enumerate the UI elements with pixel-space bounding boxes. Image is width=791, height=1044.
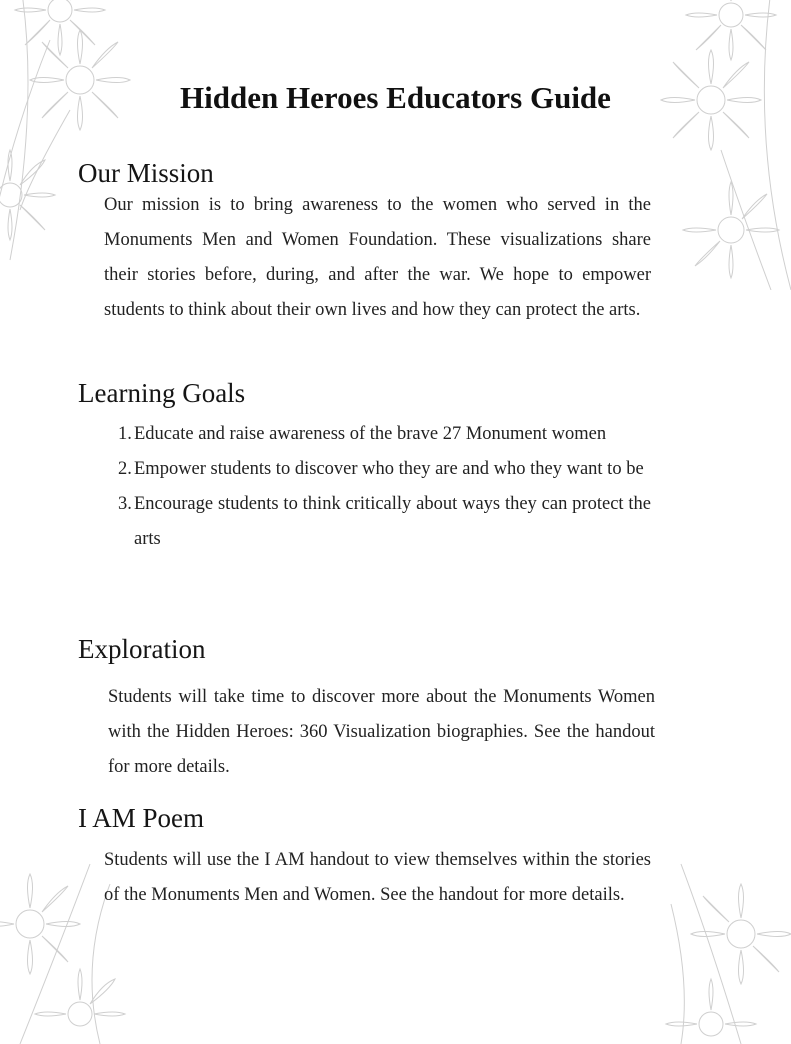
mission-paragraph: Our mission is to bring awareness to the women who served in the Monuments Men and Women Foundation. These visualizations share their stories before, during, and after the war. We hope to empower students to think about their own lives and how they can protect the arts. (104, 195, 651, 320)
daisy-illustration-bottom-right-icon (651, 844, 791, 1044)
section-heading-exploration: Exploration (78, 634, 206, 664)
i-am-poem-paragraph: Students will use the I AM handout to view themselves within the stories of the Monuments Men and Women. See the handout for more details. (104, 850, 651, 905)
learning-goals-list (118, 417, 651, 557)
list-item: 2. Empower students to discover who they are and who they want to be (118, 459, 644, 479)
section-heading-i-am-poem: I AM Poem (78, 803, 205, 833)
list-item: 3. Encourage students to think critically about ways they can protect the arts (118, 494, 651, 549)
list-item: 1. Educate and raise awareness of the brave 27 Monument women (118, 424, 607, 444)
page-title: Hidden Heroes Educators Guide (180, 80, 611, 115)
section-heading-learning-goals: Learning Goals (78, 378, 246, 408)
section-heading-mission: Our Mission (78, 158, 214, 188)
daisy-illustration-top-right-icon (651, 0, 791, 290)
exploration-paragraph: Students will take time to discover more about the Monuments Women with the Hidden Heroes: 360 Visualization biographies. See the handout for more details. (108, 687, 655, 777)
